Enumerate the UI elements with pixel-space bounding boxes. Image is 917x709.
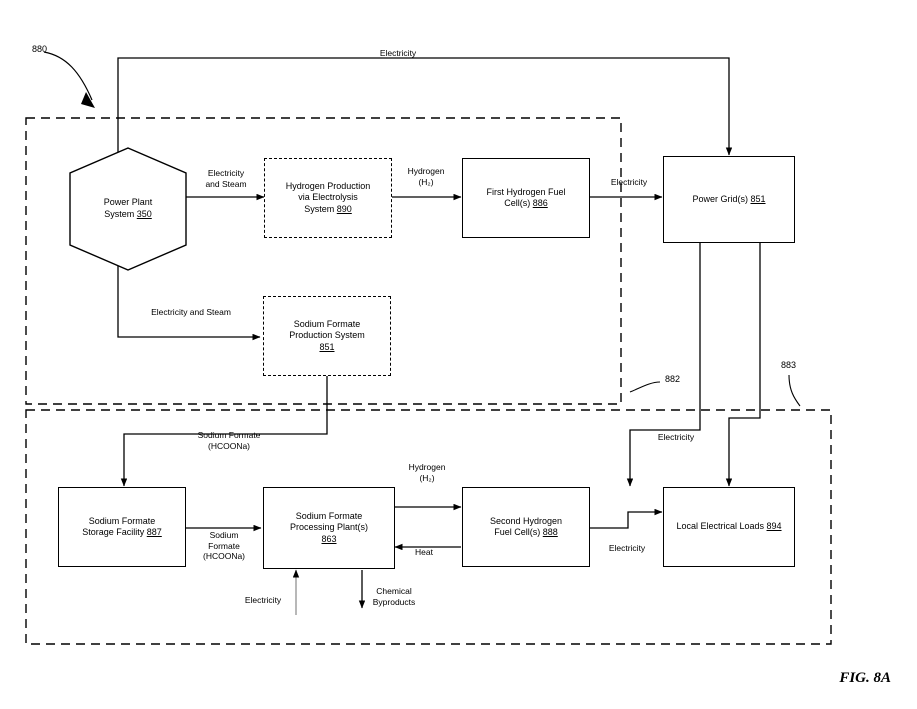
- edge-label-electricity-and-steam-1: Electricity and Steam: [205, 168, 247, 189]
- node-title: Power Plant: [103, 197, 153, 208]
- edge-label-chemical-byproducts: Chemical Byproducts: [372, 586, 416, 607]
- region-ref-883: 883: [781, 360, 797, 370]
- node-ref: 886: [532, 198, 548, 208]
- node-subtitle: Production System: [289, 330, 365, 341]
- edge-label-hydrogen-1: Hydrogen (H₂): [407, 166, 445, 187]
- node-title: Power Grid(s): [692, 193, 748, 204]
- node-subtitle2: System: [304, 203, 335, 214]
- node-subtitle: via Electrolysis: [298, 192, 358, 203]
- edge-label-heat: Heat: [415, 547, 433, 557]
- node-ref: 887: [146, 527, 162, 537]
- node-subtitle: Fuel Cell(s): [494, 527, 541, 537]
- node-title: First Hydrogen Fuel: [486, 186, 566, 197]
- edge-label-electricity-up-plant: Electricity: [244, 595, 282, 605]
- node-subtitle: System: [104, 209, 135, 219]
- node-local-electrical-loads[interactable]: [663, 487, 795, 567]
- node-ref: 888: [542, 527, 558, 537]
- edge-label-electricity-to-loads: Electricity: [608, 543, 646, 553]
- node-title: Hydrogen Production: [285, 181, 371, 192]
- node-ref: 890: [336, 203, 352, 214]
- region-ref-882: 882: [665, 374, 681, 384]
- figure-label: FIG. 8A: [839, 670, 891, 686]
- node-power-grids[interactable]: [663, 156, 795, 243]
- node-ref: 894: [766, 521, 782, 532]
- node-subtitle: Storage Facility: [82, 527, 145, 537]
- node-title: Second Hydrogen: [489, 515, 563, 526]
- edge-label-electricity-and-steam-2: Electricity and Steam: [151, 307, 231, 317]
- node-power-plant-system[interactable]: [70, 148, 186, 270]
- node-ref: 851: [319, 341, 335, 352]
- node-title: Sodium Formate: [293, 319, 361, 330]
- node-subtitle: Cell(s): [504, 198, 531, 208]
- node-title: Local Electrical Loads: [676, 521, 764, 532]
- edge-label-top-electricity: Electricity: [379, 48, 417, 58]
- node-hydrogen-production-system[interactable]: [264, 158, 392, 238]
- node-first-hydrogen-fuel-cells[interactable]: [462, 158, 590, 238]
- edge-label-hydrogen-2: Hydrogen (H₂): [408, 462, 446, 483]
- node-ref: 851: [750, 193, 766, 204]
- node-second-hydrogen-fuel-cells[interactable]: [462, 487, 590, 567]
- edge-label-electricity-to-grid: Electricity: [610, 177, 648, 187]
- node-sodium-formate-processing-plants[interactable]: [263, 487, 395, 569]
- edge-label-electricity-grid-down: Electricity: [657, 432, 695, 442]
- diagram-ref-880: 880: [32, 44, 48, 54]
- node-ref: 863: [321, 533, 337, 544]
- node-title: Sodium Formate: [88, 515, 156, 526]
- node-sodium-formate-production-system[interactable]: [263, 296, 391, 376]
- node-ref: 350: [136, 209, 152, 219]
- node-sodium-formate-storage-facility[interactable]: [58, 487, 186, 567]
- edge-label-sodium-formate-1: Sodium Formate (HCOONa): [197, 430, 261, 451]
- node-subtitle: Processing Plant(s): [289, 522, 369, 533]
- node-title: Sodium Formate: [295, 511, 363, 522]
- edge-label-sodium-formate-2: Sodium Formate (HCOONa): [202, 530, 246, 562]
